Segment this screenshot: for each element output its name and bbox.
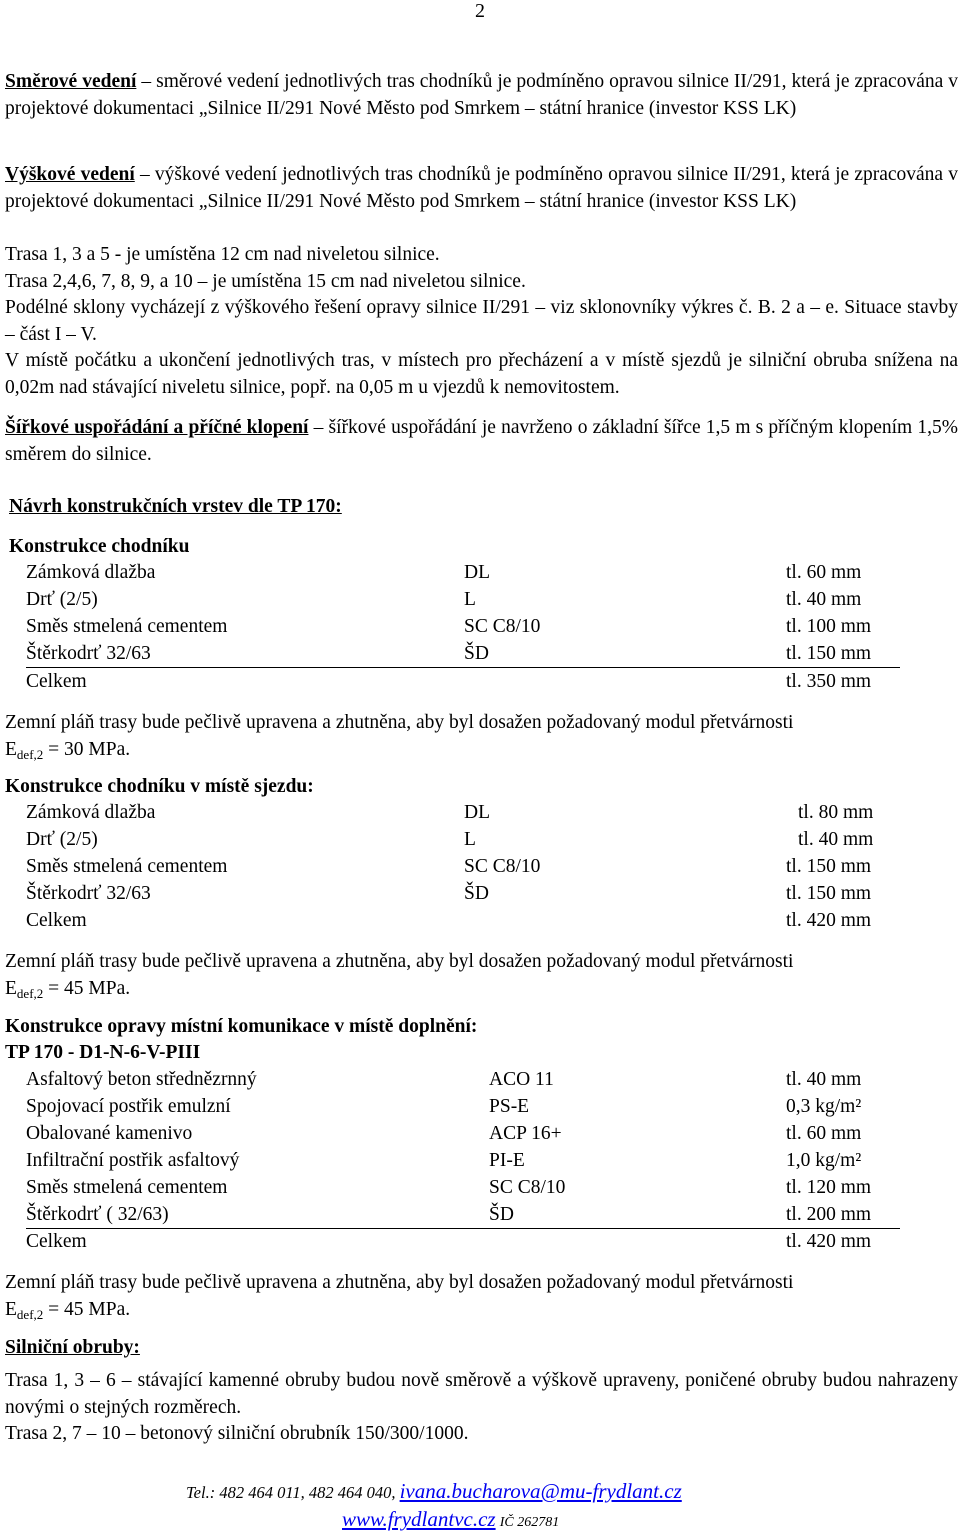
note-text: Zemní pláň trasy bude pečlivě upravena a zhutněna, aby byl dosažen požadovaný modul přetvárnosti: [5, 951, 794, 972]
total-thickness: tl. 420 mm: [786, 910, 872, 931]
layer-thickness: tl. 40 mm: [798, 829, 874, 850]
table-subheading-road-repair: TP 170 - D1-N-6-V-PIII: [5, 1042, 201, 1063]
layer-thickness: tl. 80 mm: [798, 802, 874, 823]
table-row: [0, 829, 960, 855]
total-thickness: tl. 420 mm: [786, 1231, 872, 1252]
paragraph-width-arrangement: [5, 415, 958, 468]
table-row: [0, 643, 960, 669]
table-row: [0, 856, 960, 882]
table-row: [0, 883, 960, 909]
note-subgrade-3: [5, 1270, 958, 1328]
modulus-subscript: def,2: [16, 985, 44, 1001]
layer-thickness: 1,0 kg/m²: [786, 1150, 862, 1171]
section-title: Návrh konstrukčních vrstev dle TP 170:: [9, 496, 342, 517]
modulus-symbol: E: [5, 977, 17, 999]
paragraph-horizontal-alignment: [5, 69, 958, 122]
table-row: [0, 802, 960, 828]
curbs-paragraph-2: Trasa 2, 7 – 10 – betonový silniční obrubník 150/300/1000.: [5, 1423, 469, 1444]
layer-thickness: tl. 150 mm: [786, 883, 872, 904]
layer-thickness: tl. 60 mm: [786, 1123, 862, 1144]
table-row: [0, 1123, 960, 1149]
note-subgrade-1: [5, 710, 958, 768]
layer-thickness: tl. 100 mm: [786, 616, 872, 637]
modulus-value: = 45 MPa.: [43, 977, 131, 999]
table-heading-sidewalk: Konstrukce chodníku: [9, 536, 190, 557]
layer-name: Směs stmelená cementem: [26, 1177, 228, 1198]
footer-company-id: IČ 262781: [499, 1515, 560, 1530]
table-row: [0, 1150, 960, 1176]
layer-name: Obalované kamenivo: [26, 1123, 193, 1144]
layer-code: PS-E: [489, 1096, 530, 1117]
modulus-value: = 45 MPa.: [43, 1298, 131, 1320]
layer-name: Drť (2/5): [26, 589, 98, 610]
total-label: Celkem: [26, 671, 87, 692]
modulus-symbol: E: [5, 738, 17, 760]
total-thickness: tl. 350 mm: [786, 671, 872, 692]
table-rule: [26, 667, 900, 668]
table-row: [0, 1204, 960, 1230]
curbs-paragraph-1: Trasa 1, 3 – 6 – stávající kamenné obruby budou nově směrově a výškově upraveny, poničené obruby budou nahrazeny novými o stejných rozměrech.: [5, 1370, 958, 1418]
layer-thickness: tl. 150 mm: [786, 856, 872, 877]
layer-name: Směs stmelená cementem: [26, 616, 228, 637]
table-rule: [26, 1228, 900, 1229]
layer-code: SC C8/10: [464, 856, 541, 877]
layer-code: SC C8/10: [464, 616, 541, 637]
paragraph-route-height-2: Trasa 2,4,6, 7, 8, 9, a 10 – je umístěna 15 cm nad niveletou silnice.: [5, 271, 526, 292]
footer-email-link[interactable]: ivana.bucharova@mu-frydlant.cz: [399, 1479, 682, 1503]
layer-code: SC C8/10: [489, 1177, 566, 1198]
layer-thickness: tl. 150 mm: [786, 643, 872, 664]
footer-phone: Tel.: 482 464 011, 482 464 040,: [186, 1483, 396, 1502]
table-row: [0, 562, 960, 588]
paragraph-curb-lowering: V místě počátku a ukončení jednotlivých tras, v místech pro přecházení a v místě sjezdů je silniční obruba snížena na 0,02m nad stávající niveletu silnice, popř. na 0,05 m u vjezdů k nemovitostem.: [5, 350, 958, 398]
dash: –: [136, 71, 157, 92]
modulus-subscript: def,2: [16, 746, 44, 762]
dash: –: [134, 164, 155, 185]
paragraph-title: Výškové vedení: [5, 164, 135, 185]
paragraph-text: směrové vedení jednotlivých tras chodníků je podmíněno opravou silnice II/291, která je zpracována v projektové dokumentaci „Silnice II/291 Nové Město pod Smrkem – státní hranice (investor KSS LK): [5, 71, 959, 119]
note-subgrade-2: [5, 949, 958, 1007]
layer-code: DL: [464, 802, 490, 823]
note-text: Zemní pláň trasy bude pečlivě upravena a zhutněna, aby byl dosažen požadovaný modul přetvárnosti: [5, 712, 794, 733]
total-label: Celkem: [26, 910, 87, 931]
layer-thickness: tl. 120 mm: [786, 1177, 872, 1198]
paragraph-title: Směrové vedení: [5, 71, 137, 92]
table-total-row: [0, 910, 960, 936]
paragraph-title: Šířkové uspořádání a příčné klopení: [5, 417, 309, 438]
layer-name: Štěrkodrť 32/63: [26, 643, 151, 664]
layer-name: Drť (2/5): [26, 829, 98, 850]
table-row: [0, 1177, 960, 1203]
curbs-title: Silniční obruby:: [5, 1337, 140, 1358]
layer-name: Směs stmelená cementem: [26, 856, 228, 877]
layer-thickness: tl. 200 mm: [786, 1204, 872, 1225]
paragraph-route-height-1: Trasa 1, 3 a 5 - je umístěna 12 cm nad niveletou silnice.: [5, 244, 440, 265]
table-total-row: [0, 1231, 960, 1257]
note-text: Zemní pláň trasy bude pečlivě upravena a zhutněna, aby byl dosažen požadovaný modul přetvárnosti: [5, 1272, 794, 1293]
layer-code: L: [464, 589, 476, 610]
table-row: [0, 1069, 960, 1095]
modulus-subscript: def,2: [16, 1306, 44, 1322]
page-number: 2: [475, 0, 485, 22]
table-heading-driveway: Konstrukce chodníku v místě sjezdu:: [5, 776, 314, 797]
table-row: [0, 589, 960, 615]
modulus-symbol: E: [5, 1298, 17, 1320]
layer-name: Zámková dlažba: [26, 802, 156, 823]
table-heading-road-repair: Konstrukce opravy místní komunikace v místě doplnění:: [5, 1016, 478, 1037]
dash: –: [308, 417, 329, 438]
layer-code: L: [464, 829, 476, 850]
layer-code: ŠD: [489, 1204, 514, 1225]
layer-name: Štěrkodrť ( 32/63): [26, 1204, 169, 1225]
footer-contact: [186, 1479, 682, 1504]
layer-code: PI-E: [489, 1150, 525, 1171]
layer-thickness: tl. 40 mm: [786, 589, 862, 610]
paragraph-vertical-alignment: [5, 162, 958, 215]
layer-name: Spojovací postřik emulzní: [26, 1096, 231, 1117]
layer-name: Štěrkodrť 32/63: [26, 883, 151, 904]
table-total-row: [0, 671, 960, 697]
paragraph-longitudinal-slopes: Podélné sklony vycházejí z výškového řešení opravy silnice II/291 – viz sklonovníky výkres č. B. 2 a – e. Situace stavby – část I – V.: [5, 297, 958, 345]
layer-name: Infiltrační postřik asfaltový: [26, 1150, 240, 1171]
table-row: [0, 616, 960, 642]
layer-code: ŠD: [464, 643, 489, 664]
layer-thickness: 0,3 kg/m²: [786, 1096, 862, 1117]
layer-name: Asfaltový beton střednězrnný: [26, 1069, 257, 1090]
layer-name: Zámková dlažba: [26, 562, 156, 583]
table-row: [0, 1096, 960, 1122]
layer-code: DL: [464, 562, 490, 583]
footer-website-link[interactable]: www.frydlantvc.cz: [342, 1507, 496, 1531]
layer-code: ACO 11: [489, 1069, 554, 1090]
layer-thickness: tl. 40 mm: [786, 1069, 862, 1090]
layer-code: ŠD: [464, 883, 489, 904]
layer-thickness: tl. 60 mm: [786, 562, 862, 583]
footer-web: [342, 1507, 559, 1532]
paragraph-text: výškové vedení jednotlivých tras chodníků je podmíněno opravou silnice II/291, která je zpracována v projektové dokumentaci „Silnice II/291 Nové Město pod Smrkem – státní hranice (investor KSS LK): [5, 164, 959, 212]
paragraph-text: šířkové uspořádání je navrženo o základní šířce 1,5 m s příčným klopením 1,5% směrem do silnice.: [5, 417, 959, 465]
layer-code: ACP 16+: [489, 1123, 562, 1144]
total-label: Celkem: [26, 1231, 87, 1252]
modulus-value: = 30 MPa.: [43, 738, 131, 760]
